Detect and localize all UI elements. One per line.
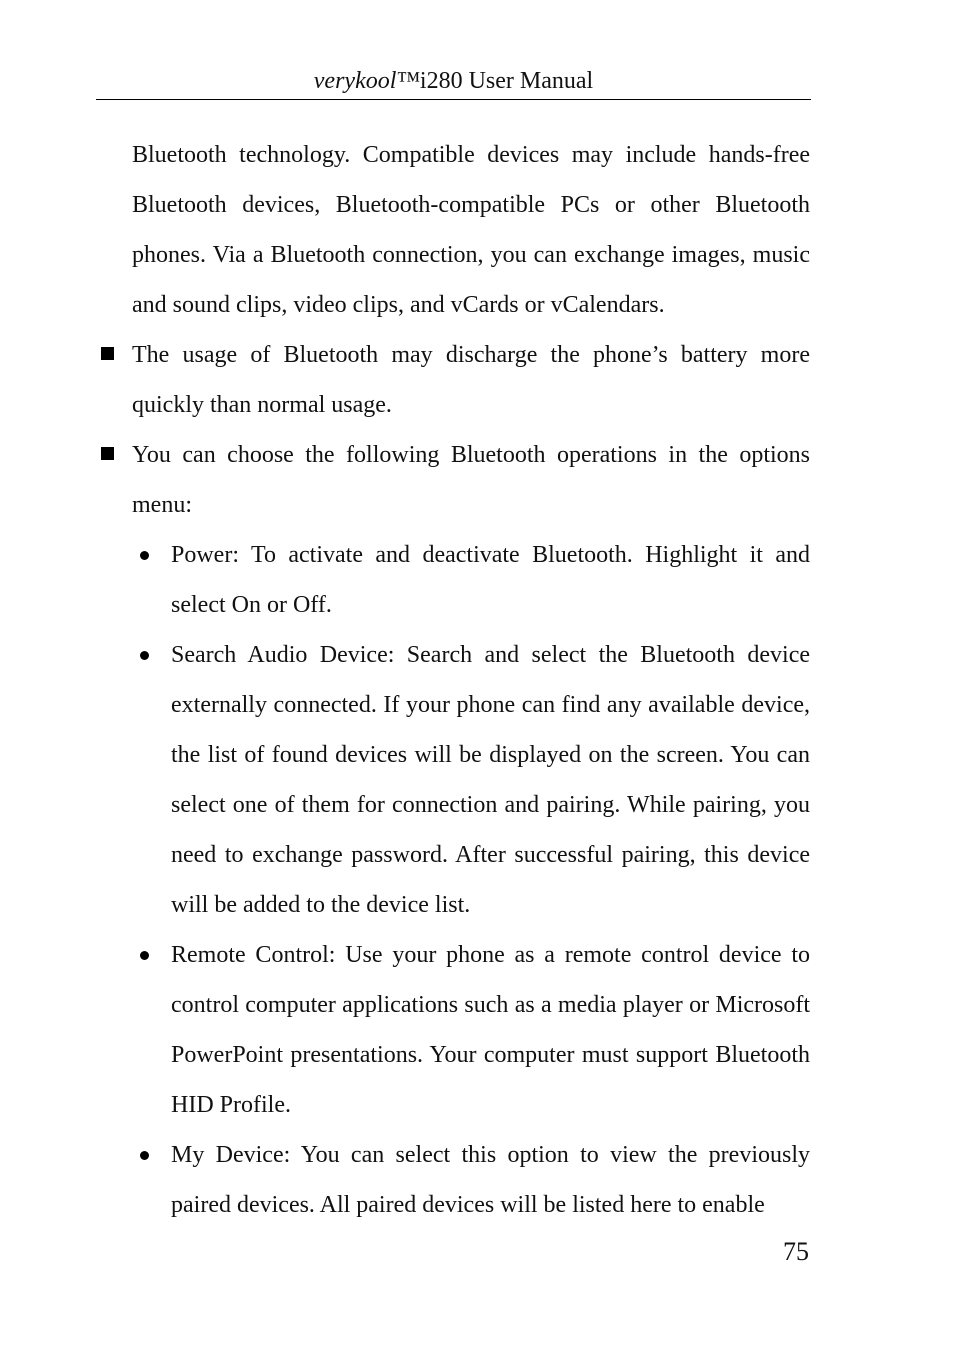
square-bullet-icon xyxy=(101,447,114,460)
option-item-my-device xyxy=(96,1130,810,1230)
option-item-remote-control xyxy=(96,930,810,1130)
list-item xyxy=(96,330,810,430)
option-item-search-audio-device xyxy=(96,630,810,930)
page-header xyxy=(96,64,811,100)
dot-bullet-icon xyxy=(140,551,149,560)
list-item-text: The usage of Bluetooth may discharge the phone’s battery more quickly than normal usage. xyxy=(132,342,810,418)
options-list xyxy=(96,530,810,1230)
page-number: 75 xyxy=(783,1237,809,1266)
option-text: Power: To activate and deactivate Bluetooth. Highlight it and select On or Off. xyxy=(171,542,810,618)
list-item-text: You can choose the following Bluetooth operations in the options menu: xyxy=(132,442,810,518)
option-item-power xyxy=(96,530,810,630)
intro-paragraph: Bluetooth technology. Compatible devices may include hands-free Bluetooth devices, Bluetooth-compatible PCs or other Bluetooth phones. Via a Bluetooth connection, you can exchange images, music and sound clips, video clips, and vCards or vCalendars. xyxy=(132,142,810,318)
option-text: My Device: You can select this option to view the previously paired devices. All paired devices will be listed here to enable xyxy=(171,1142,810,1218)
brand-name: verykool™ xyxy=(313,68,420,94)
dot-bullet-icon xyxy=(140,951,149,960)
page-body xyxy=(96,130,810,1230)
dot-bullet-icon xyxy=(140,651,149,660)
square-bullet-icon xyxy=(101,347,114,360)
dot-bullet-icon xyxy=(140,1151,149,1160)
list-item xyxy=(96,430,810,530)
option-text: Remote Control: Use your phone as a remote control device to control computer applications such as a media player or Microsoft PowerPoint presentations. Your computer must support Bluetooth HID Profile. xyxy=(171,942,810,1118)
option-text: Search Audio Device: Search and select the Bluetooth device externally connected. If your phone can find any available device, the list of found devices will be displayed on the screen. You can select one of them for connection and pairing. While pairing, you need to exchange password. After successful pairing, this device will be added to the device list. xyxy=(171,642,810,918)
manual-title: i280 User Manual xyxy=(419,68,594,94)
